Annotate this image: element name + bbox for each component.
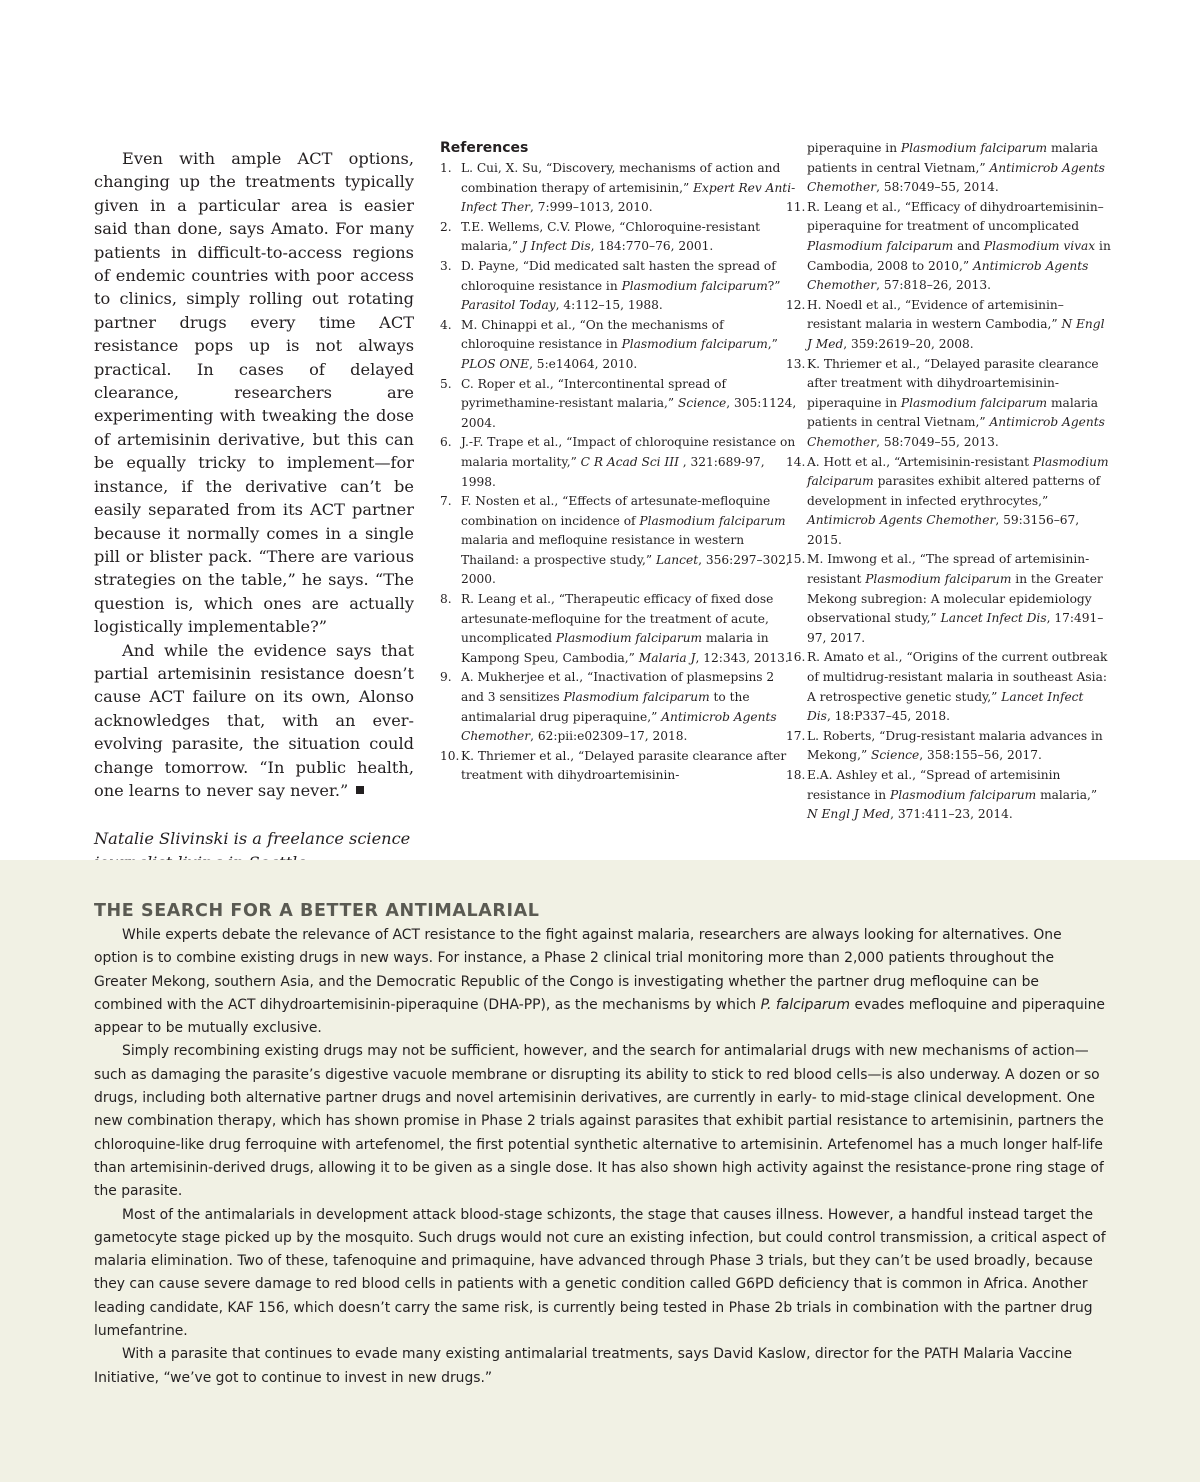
reference-number: 6. — [440, 435, 452, 450]
reference-item — [786, 648, 1111, 726]
reference-number: 18. — [786, 768, 806, 782]
reference-text: L. Cui, X. Su, “Discovery, mechanisms of action and combination therapy of artemisinin,” — [461, 161, 781, 195]
reference-source: Expert Rev Anti-Infect Ther — [461, 180, 796, 215]
reference-text: K. Thriemer et al., “Delayed parasite clearance after treatment with dihydroartemisinin- — [461, 748, 787, 783]
reference-text: F. Nosten et al., “Effects of artesunate-mefloquine combination on incidence of — [461, 494, 771, 528]
reference-number: 13. — [786, 356, 806, 371]
reference-item — [440, 747, 800, 786]
reference-text: , 356:297–302, 2000. — [461, 552, 790, 587]
reference-text: , 4:112–15, 1988. — [555, 298, 663, 313]
reference-item-continued — [786, 139, 1111, 198]
end-of-article-mark-icon — [356, 786, 364, 794]
reference-text: malaria patients in central Vietnam,” — [807, 395, 1098, 430]
reference-item — [440, 316, 800, 375]
reference-item — [786, 766, 1111, 825]
reference-number: 12. — [786, 297, 806, 312]
reference-source: Antimicrob Agents Chemother — [807, 513, 996, 528]
reference-text: D. Payne, “Did medicated salt hasten the spread of chloroquine resistance in — [461, 258, 776, 293]
reference-source: Science — [678, 396, 727, 411]
reference-source: Antimicrob Agents Chemother — [807, 160, 1105, 195]
reference-source: Plasmodium falciparum — [900, 395, 1048, 410]
reference-text: in the Greater Mekong subregion: A molecular epidemiology observational study,” — [807, 572, 1103, 626]
reference-text: M. Imwong et al., “The spread of artemisinin-resistant — [807, 552, 1090, 587]
reference-source: Parasitol Today — [461, 298, 556, 313]
reference-item — [440, 257, 800, 316]
reference-source: Plasmodium falciparum — [621, 337, 768, 352]
reference-text: , 12:343, 2013. — [695, 650, 789, 665]
reference-text: R. Amato et al., “Origins of the current outbreak of multidrug-resistant malaria in southeast Asia: A retrospective genetic study,” — [807, 650, 1108, 704]
reference-number: 9. — [440, 670, 452, 685]
reference-source: Malaria J — [638, 650, 696, 665]
reference-number: 17. — [786, 728, 806, 743]
reference-text: , 5:e14064, 2010. — [529, 356, 638, 371]
article-paragraph: Even with ample ACT options, changing up the treatments typically given in a particular area is easier said than done, says Amato. For many patients in difficult-to-access regions of endemic countries with poor access to clinics, simply rolling out rotating partner drugs every time ACT resistance pops up is not always practical. In cases of delayed clearance, researchers are experimenting with tweaking the dose of artemisinin derivative, but this can be equally tricky to implement—for instance, if the derivative can’t be easily separated from its ACT partner because it normally comes in a single pill or blister pack. “There are various strategies on the table,” he says. “The question is, which ones are actually logistically implementable?” — [94, 149, 414, 637]
reference-text: malaria and mefloquine resistance in western Thailand: a prospective study,” — [461, 533, 745, 567]
reference-item — [786, 198, 1111, 296]
reference-text: ?” — [767, 278, 781, 293]
reference-source: C R Acad Sci III — [580, 454, 679, 469]
reference-text: , 358:155–56, 2017. — [919, 748, 1042, 763]
reference-source: N Engl J Med — [807, 807, 891, 822]
reference-item — [786, 550, 1111, 648]
sidebar-paragraph: Simply recombining existing drugs may not be sufficient, however, and the search for antimalarial drugs with new mechanisms of action—such as damaging the parasite’s digestive vacuole membrane or disrupting its ability to stick to red blood cells—is also underway. A dozen or so drugs, including both alternative partner drugs and novel artemisinin derivatives, are currently in early- to mid-stage clinical development. One new combination therapy, which has shown promise in Phase 2 trials against parasites that exhibit partial resistance to artemisinin, partners the chloroquine-like drug ferroquine with artefenomel, the first potential synthetic alternative to artemisinin. Artefenomel has a much longer half-life than artemisinin-derived drugs, allowing it to be given as a single dose. It has also shown high activity against the resistance-prone ring stage of the parasite. — [94, 1043, 1104, 1200]
reference-text: A. Hott et al., “Artemisinin-resistant — [807, 454, 1033, 469]
reference-item — [786, 727, 1111, 766]
article-paragraph — [94, 639, 414, 803]
reference-text: E.A. Ashley et al., “Spread of artemisinin resistance in — [807, 768, 1061, 802]
reference-text: , 7:999–1013, 2010. — [530, 200, 653, 215]
reference-text: , 62:pii:e02309–17, 2018. — [530, 729, 688, 744]
reference-text: malaria in Kampong Speu, Cambodia,” — [461, 631, 769, 665]
reference-item — [440, 492, 800, 590]
reference-item — [786, 355, 1111, 453]
reference-item — [440, 375, 800, 434]
reference-source: Lancet — [655, 552, 699, 567]
reference-text: , 59:3156–67, 2015. — [807, 513, 1080, 547]
reference-source: Plasmodium vivax — [983, 238, 1096, 253]
reference-source: Plasmodium falciparum — [900, 141, 1048, 155]
reference-number: 16. — [786, 650, 806, 665]
reference-text: , 58:7049–55, 2014. — [876, 180, 999, 195]
sidebar-body — [94, 924, 1106, 1390]
reference-text: malaria,” — [1036, 787, 1098, 802]
reference-text: , 57:818–26, 2013. — [876, 278, 991, 293]
reference-source: Antimicrob Agents Chemother — [807, 258, 1089, 293]
reference-item — [440, 433, 800, 492]
reference-source: N Engl J Med — [807, 317, 1105, 351]
reference-source: Plasmodium falciparum — [621, 278, 768, 293]
sidebar-text: evades mefloquine and piperaquine appear to be mutually exclusive. — [94, 996, 1105, 1037]
reference-text: R. Leang et al., “Efficacy of dihydroartemisinin–piperaquine for treatment of uncomplicated — [807, 199, 1104, 234]
reference-item — [440, 159, 800, 218]
reference-item — [786, 296, 1111, 355]
reference-text: malaria patients in central Vietnam,” — [807, 141, 1098, 175]
reference-text: , 359:2619–20, 2008. — [843, 336, 974, 351]
reference-source: Plasmodium falciparum — [865, 572, 1012, 587]
reference-text: M. Chinappi et al., “On the mechanisms of chloroquine resistance in — [461, 317, 724, 352]
reference-number: 4. — [440, 317, 452, 332]
sidebar-paragraph: Most of the antimalarials in development attack blood-stage schizonts, the stage that causes illness. However, a handful instead target the gametocyte stage picked up by the mosquito. Such drugs would not cure an existing infection, but could control transmission, a critical aspect of malaria elimination. Two of these, tafenoquine and primaquine, have advanced through Phase 3 trials, but they can’t be used broadly, because they can cause severe damage to red blood cells in patients with a genetic condition called G6PD deficiency that is common in Africa. Another leading candidate, KAF 156, which doesn’t carry the same risk, is currently being tested in Phase 2b trials in combination with the partner drug lumefantrine. — [94, 1206, 1106, 1340]
reference-text: J.-F. Trape et al., “Impact of chloroquine resistance on malaria mortality,” — [461, 435, 796, 469]
reference-number: 7. — [440, 494, 452, 509]
reference-source: Plasmodium falciparum — [890, 787, 1037, 802]
reference-source: Plasmodium falciparum — [807, 238, 954, 253]
sidebar-paragraph: With a parasite that continues to evade many existing antimalarial treatments, says David Kaslow, director for the PATH Malaria Vaccine Initiative, “we’ve got to continue to invest in new drugs.” — [94, 1346, 1073, 1386]
reference-number: 3. — [440, 258, 452, 273]
references-heading: References — [440, 140, 529, 156]
reference-item — [786, 453, 1111, 551]
reference-text: , 58:7049–55, 2013. — [876, 434, 999, 449]
reference-text: H. Noedl et al., “Evidence of artemisinin–resistant malaria in western Cambodia,” — [807, 297, 1064, 332]
reference-text: , 305:1124, 2004. — [461, 396, 797, 430]
reference-number: 15. — [786, 552, 806, 567]
reference-item — [440, 590, 800, 668]
reference-source: PLOS ONE — [461, 356, 530, 371]
author-byline: Natalie Slivinski is a freelance science — [94, 829, 411, 849]
reference-number: 8. — [440, 592, 452, 607]
reference-number: 10. — [440, 748, 460, 763]
reference-source: Lancet Infect Dis — [807, 689, 1084, 724]
references-list-column-1 — [440, 159, 800, 786]
reference-text: C. Roper et al., “Intercontinental spread of pyrimethamine-resistant malaria,” — [461, 376, 727, 411]
reference-source: Science — [871, 748, 920, 763]
reference-text: L. Roberts, “Drug-resistant malaria advances in Mekong,” — [807, 728, 1103, 763]
sidebar-paragraph — [94, 924, 1106, 1040]
reference-source: Plasmodium falciparum — [563, 690, 710, 705]
reference-text: ,” — [767, 337, 778, 352]
article-column — [94, 147, 414, 898]
reference-source: J Infect Dis — [521, 239, 591, 254]
reference-text: , 18:P337–45, 2018. — [826, 709, 951, 724]
reference-number: 11. — [786, 199, 806, 214]
reference-item — [440, 218, 800, 257]
sidebar-italic-text: P. falciparum — [760, 996, 851, 1013]
reference-number: 1. — [440, 161, 452, 175]
reference-text: A. Mukherjee et al., “Inactivation of plasmepsins 2 and 3 sensitizes — [461, 670, 775, 705]
reference-number: 2. — [440, 219, 452, 234]
reference-text: to the antimalarial drug piperaquine,” — [461, 690, 750, 724]
reference-source: Plasmodium falciparum — [555, 631, 703, 646]
reference-text: , 371:411–23, 2014. — [890, 807, 1013, 822]
reference-number: 5. — [440, 376, 452, 391]
reference-text: parasites exhibit altered patterns of development in infected erythrocytes,” — [807, 474, 1101, 508]
reference-text: T.E. Wellems, C.V. Plowe, “Chloroquine-resistant malaria,” — [461, 219, 761, 254]
reference-source: Plasmodium falciparum — [807, 454, 1109, 489]
reference-text: piperaquine in — [807, 141, 901, 155]
reference-source: Lancet Infect Dis — [940, 611, 1047, 626]
reference-source: Plasmodium falciparum — [639, 513, 786, 528]
reference-source: Antimicrob Agents Chemother — [807, 415, 1105, 449]
reference-item — [440, 668, 800, 746]
sidebar-title: THE SEARCH FOR A BETTER ANTIMALARIAL — [94, 901, 540, 921]
reference-text: and — [953, 238, 984, 253]
reference-text: R. Leang et al., “Therapeutic efficacy of fixed dose artesunate-mefloquine for the treatment of acute, uncomplicated — [461, 592, 774, 646]
reference-text: , 184:770–76, 2001. — [590, 239, 714, 254]
reference-text: K. Thriemer et al., “Delayed parasite clearance after treatment with dihydroartemisinin-piperaquine in — [807, 356, 1099, 410]
reference-text: , 321:689-97, 1998. — [461, 454, 765, 489]
reference-text: in Cambodia, 2008 to 2010,” — [807, 238, 1111, 273]
sidebar-text: While experts debate the relevance of ACT resistance to the fight against malaria, researchers are always looking for alternatives. One option is to combine existing drugs in new ways. For instance, a Phase 2 clinical trial monitoring more than 2,000 patients throughout the Greater Mekong, southern Asia, and the Democratic Republic of the Congo is investigating whether the partner drug mefloquine can be combined with the ACT dihydroartemisinin-piperaquine (DHA-PP), as the mechanisms by which — [94, 927, 1062, 1013]
reference-number: 14. — [786, 454, 806, 469]
references-list-column-2 — [786, 139, 1111, 825]
article-paragraph-text: And while the evidence says that partial artemisinin resistance doesn’t cause ACT failure on its own, Alonso acknowledges that, with an ever-evolving parasite, the situation could change tomorrow. “In public health, one learns to never say never.” — [94, 640, 414, 800]
reference-source: Antimicrob Agents Chemother — [461, 709, 777, 744]
reference-text: , 17:491–97, 2017. — [807, 611, 1104, 645]
